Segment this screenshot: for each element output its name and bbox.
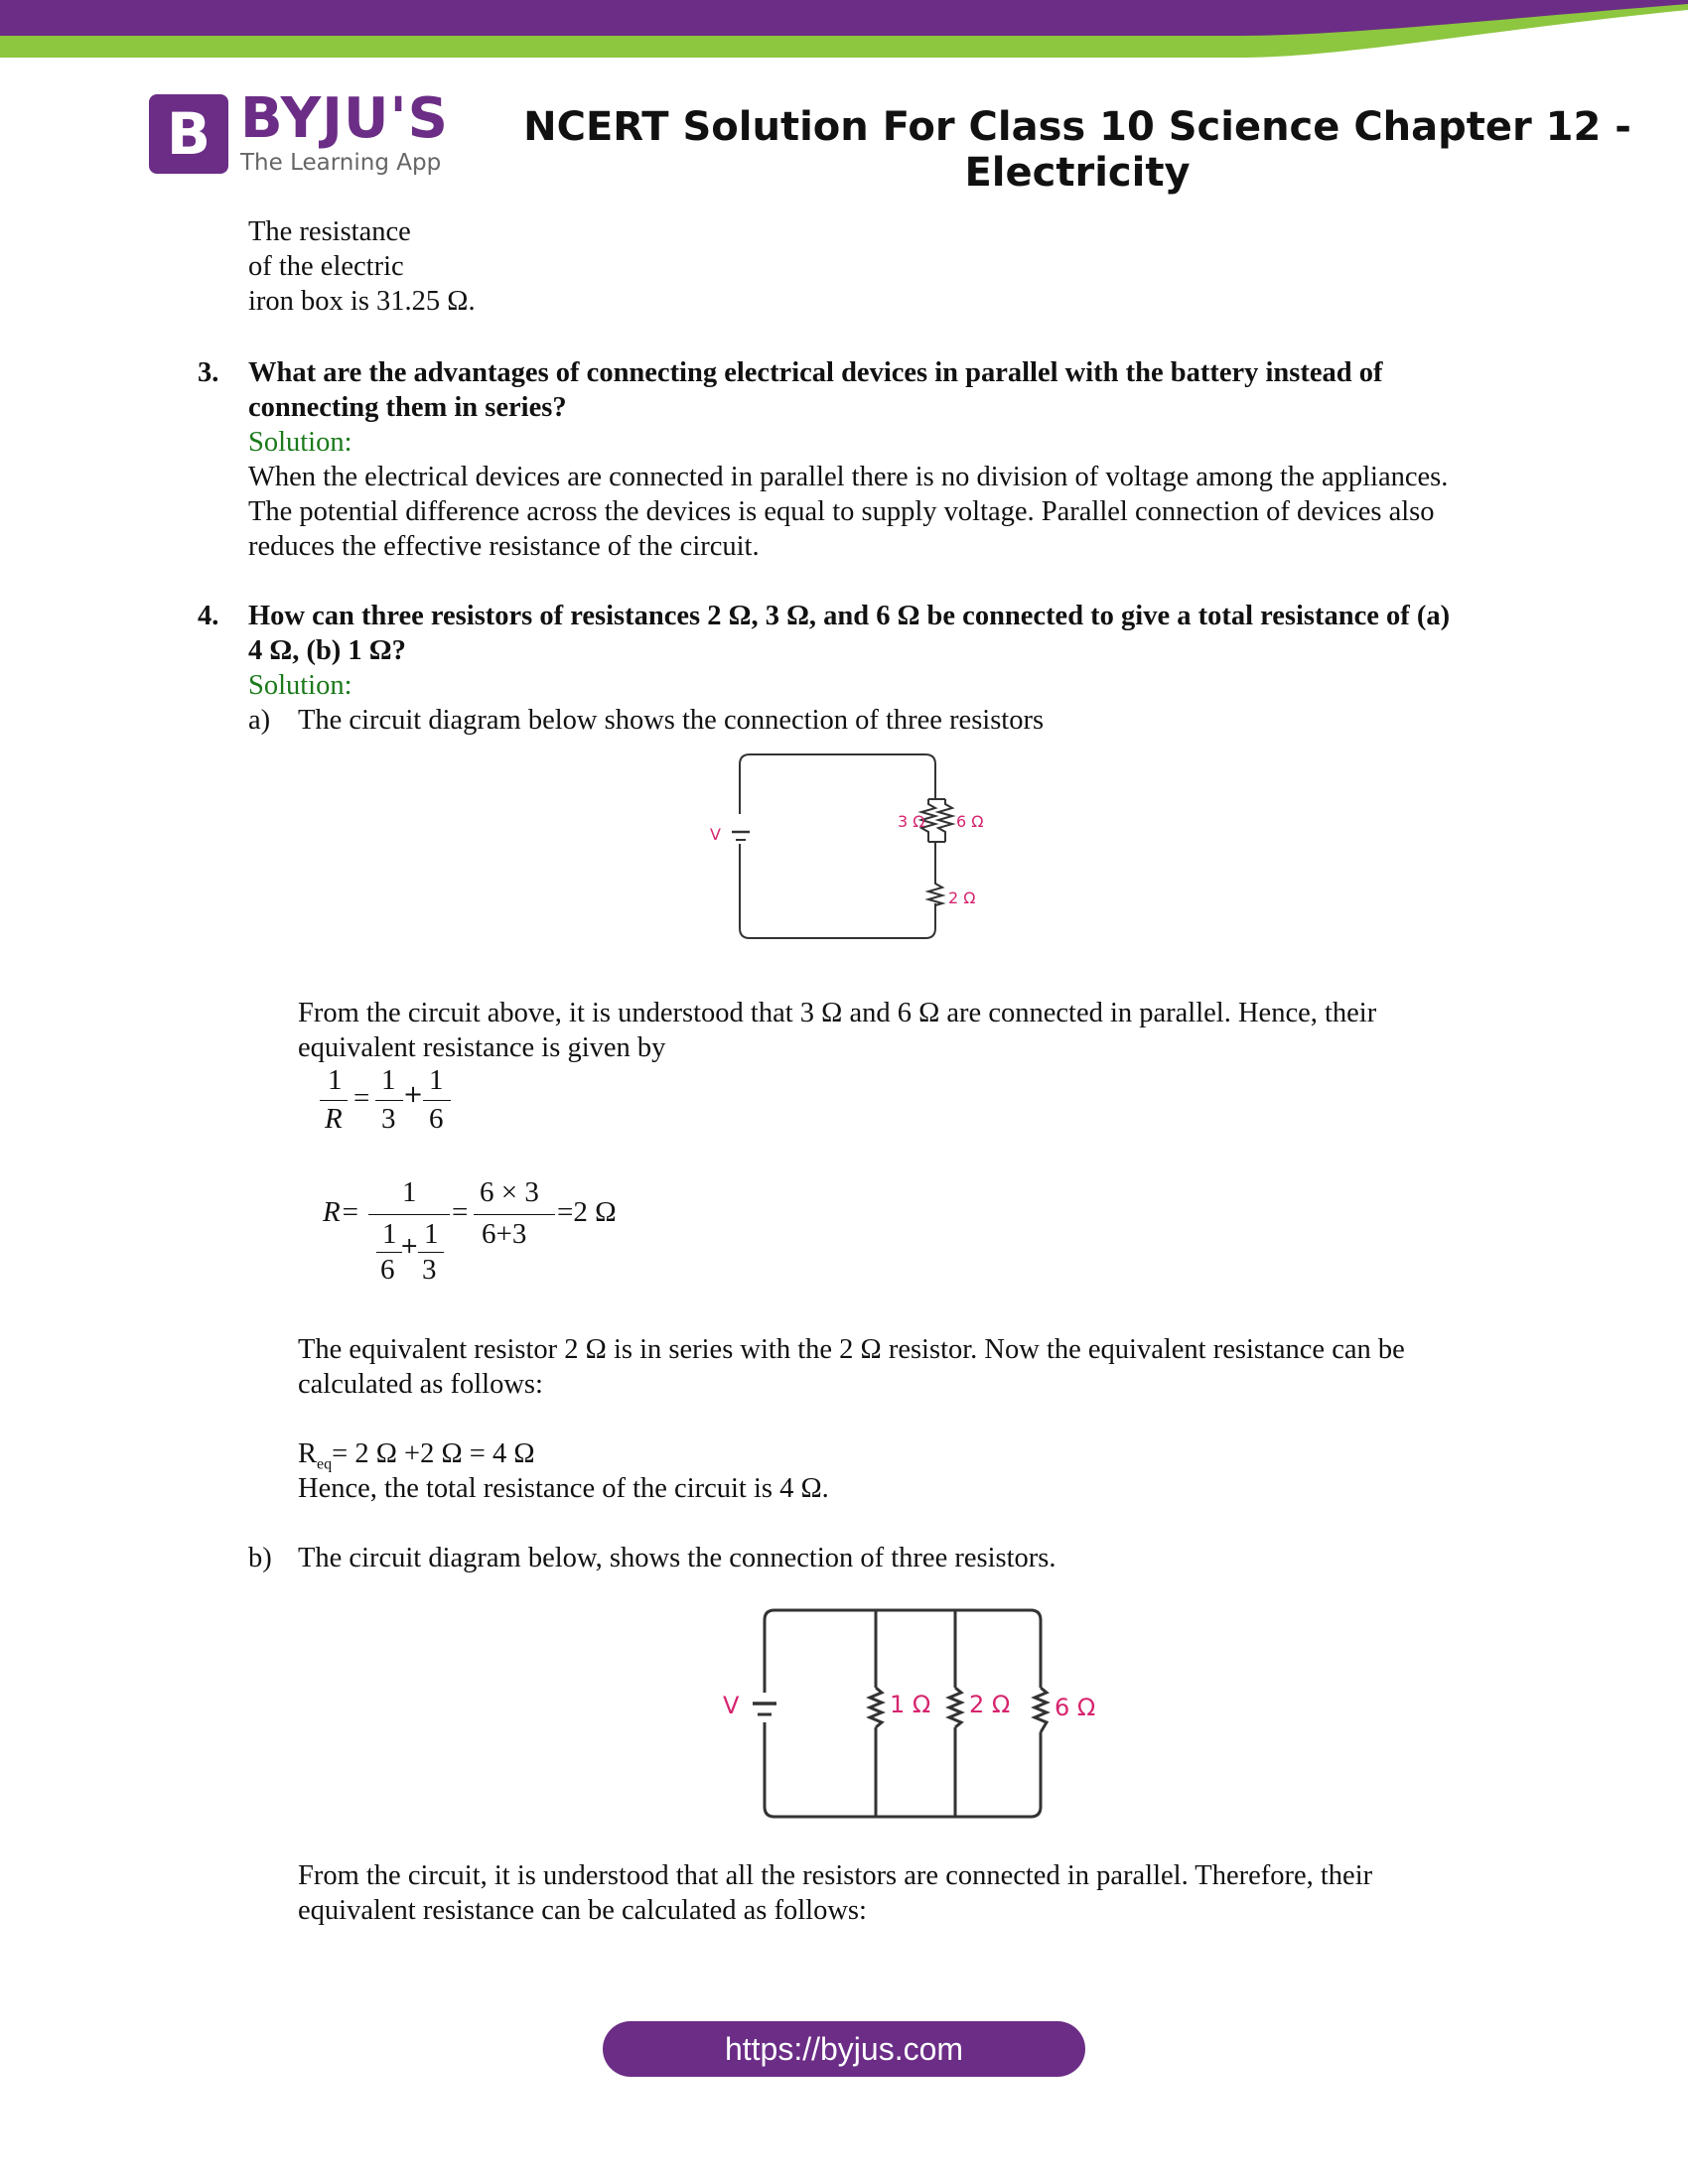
- a-text-line-2: equivalent resistance is given by: [298, 1032, 666, 1063]
- q4-solution-label: Solution:: [248, 670, 352, 701]
- b-text-line-1: From the circuit, it is understood that all the resistors are connected in parallel. Therefore, their: [298, 1860, 1373, 1891]
- circuit-b-1ohm-label: 1 Ω: [890, 1691, 931, 1718]
- q3-answer-line-1: When the electrical devices are connected in parallel there is no division of voltage among the appliances.: [248, 462, 1449, 492]
- byjus-logo: [149, 86, 449, 179]
- q3-answer-line-2: The potential difference across the devices is equal to supply voltage. Parallel connection of devices also: [248, 496, 1435, 527]
- q4-question-line-2: 4 Ω, (b) 1 Ω?: [248, 635, 406, 666]
- part-b-marker: b): [248, 1543, 272, 1573]
- q3-solution-label: Solution:: [248, 427, 352, 458]
- circuit-b-source-label: V: [723, 1692, 740, 1719]
- b-text-line-2: equivalent resistance can be calculated as follows:: [298, 1895, 867, 1926]
- q3-number: 3.: [198, 357, 219, 388]
- a-text-line-1: From the circuit above, it is understood that 3 Ω and 6 Ω are connected in parallel. Hence, their: [298, 998, 1377, 1028]
- a-conclusion: Hence, the total resistance of the circuit is 4 Ω.: [298, 1473, 829, 1504]
- req-equation: $R_{eq}= 2$ Ω +2 Ω = 4 Ω: [298, 1438, 535, 1473]
- intro-line-3: iron box is 31.25 Ω.: [248, 286, 476, 317]
- q3-answer-line-3: reduces the effective resistance of the circuit.: [248, 531, 760, 562]
- q3-question-line-2: connecting them in series?: [248, 392, 567, 423]
- intro-line-2: of the electric: [248, 251, 404, 282]
- logo-text: BYJU'S: [240, 86, 449, 151]
- logo-tagline: The Learning App: [240, 150, 442, 176]
- circuit-a-3ohm-label: 3 Ω: [898, 812, 925, 831]
- part-b-text: The circuit diagram below, shows the connection of three resistors.: [298, 1543, 1056, 1573]
- header-decoration-bar: [0, 0, 1688, 62]
- logo-b-icon: B: [149, 94, 228, 174]
- intro-line-1: The resistance: [248, 216, 411, 247]
- circuit-a-source-label: V: [710, 825, 721, 844]
- a-text-line-3: The equivalent resistor 2 Ω is in series with the 2 Ω resistor. Now the equivalent resistance can be: [298, 1334, 1405, 1365]
- circuit-b-6ohm-label: 6 Ω: [1055, 1694, 1096, 1721]
- equation-1: 1 R = 1 3 + 1 6: [320, 1064, 459, 1144]
- equation-2: R= 1 1 6 + 1 3 = 6 × 3 6+3 =2 Ω: [323, 1176, 617, 1286]
- q3-question-line-1: What are the advantages of connecting electrical devices in parallel with the battery instead of: [248, 357, 1383, 388]
- q4-question-line-1: How can three resistors of resistances 2 Ω, 3 Ω, and 6 Ω be connected to give a total resistance of (a): [248, 601, 1451, 631]
- part-a-marker: a): [248, 705, 271, 736]
- document-title: NCERT Solution For Class 10 Science Chapter 12 - Electricity: [523, 104, 1631, 196]
- circuit-a-6ohm-label: 6 Ω: [956, 812, 984, 831]
- q4-number: 4.: [198, 601, 219, 631]
- circuit-b-2ohm-label: 2 Ω: [969, 1691, 1011, 1718]
- circuit-a-2ohm-label: 2 Ω: [948, 888, 976, 907]
- a-text-line-4: calculated as follows:: [298, 1369, 543, 1400]
- footer-url-link[interactable]: https://byjus.com: [603, 2021, 1085, 2077]
- part-a-text: The circuit diagram below shows the connection of three resistors: [298, 705, 1045, 736]
